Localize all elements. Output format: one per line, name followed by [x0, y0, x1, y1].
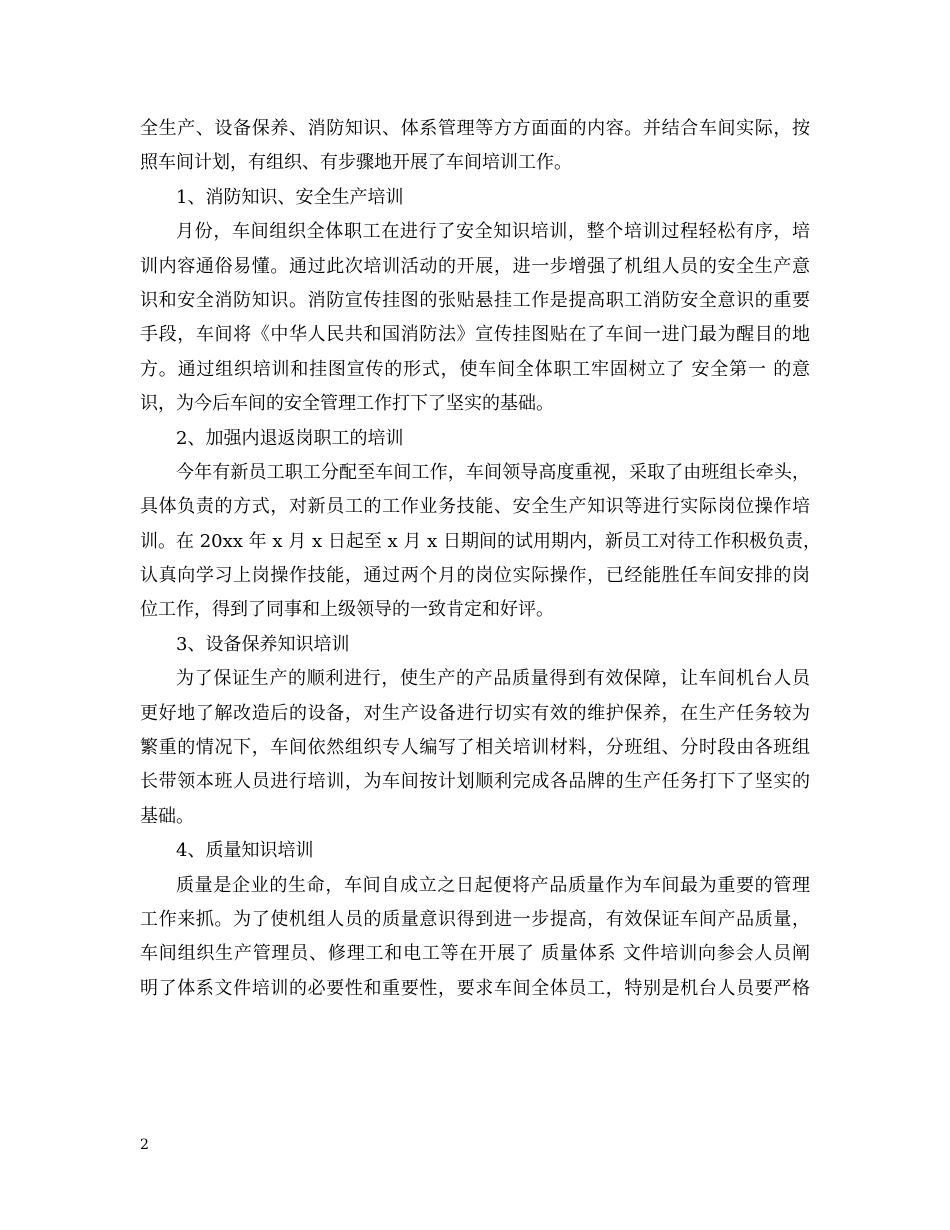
- text-line: 基础。: [140, 805, 194, 827]
- text-line: 2、加强内退返岗职工的培训: [176, 427, 404, 449]
- text-line: 位工作，得到了同事和上级领导的一致肯定和好评。: [140, 599, 554, 621]
- text-line: 方。通过组织培训和挂图宣传的形式，使车间全体职工牢固树立了 安全第一 的意: [140, 358, 810, 380]
- text-line: 认真向学习上岗操作技能，通过两个月的岗位实际操作，已经能胜任车间安排的岗: [140, 565, 810, 587]
- text-line: 今年有新员工职工分配至车间工作，车间领导高度重视，采取了由班组长牵头，: [176, 461, 810, 483]
- text-line: 4、质量知识培训: [176, 840, 314, 862]
- text-line: 手段，车间将《中华人民共和国消防法》宣传挂图贴在了车间一进门最为醒目的地: [140, 324, 810, 346]
- text-line: 识和安全消防知识。消防宣传挂图的张贴悬挂工作是提高职工消防安全意识的重要: [140, 289, 810, 311]
- text-line: 照车间计划，有组织、有步骤地开展了车间培训工作。: [140, 152, 572, 174]
- text-line: 月份，车间组织全体职工在进行了安全知识培训，整个培训过程轻松有序，培: [176, 221, 810, 243]
- text-line: 全生产、设备保养、消防知识、体系管理等方方面面的内容。并结合车间实际，按: [140, 118, 810, 139]
- text-line: 识，为今后车间的安全管理工作打下了坚实的基础。: [140, 393, 554, 415]
- text-line: 1、消防知识、安全生产培训: [176, 186, 404, 208]
- text-line: 3、设备保养知识培训: [176, 633, 350, 655]
- text-line: 长带领本班人员进行培训，为车间按计划顺利完成各品牌的生产任务打下了坚实的: [140, 771, 810, 793]
- text-line: 为了保证生产的顺利进行，使生产的产品质量得到有效保障，让车间机台人员: [176, 668, 810, 690]
- text-line: 训。在 20xx 年 x 月 x 日起至 x 月 x 日期间的试用期内，新员工对待工作积极负责，: [140, 530, 822, 552]
- text-line: 工作来抓。为了使机组人员的质量意识得到进一步提高，有效保证车间产品质量，: [140, 908, 810, 930]
- text-line: 训内容通俗易懂。通过此次培训活动的开展，进一步增强了机组人员的安全生产意: [140, 255, 810, 277]
- text-line: 更好地了解改造后的设备，对生产设备进行切实有效的维护保养，在生产任务较为: [140, 702, 810, 724]
- body-text: [140, 112, 822, 1006]
- page-number: 2: [140, 1137, 149, 1153]
- text-line: 繁重的情况下，车间依然组织专人编写了相关培训材料，分班组、分时段由各班组: [140, 737, 810, 759]
- text-line: 车间组织生产管理员、修理工和电工等在开展了 质量体系 文件培训向参会人员阐: [140, 943, 810, 965]
- text-line: 明了体系文件培训的必要性和重要性，要求车间全体员工，特别是机台人员要严格: [140, 977, 810, 999]
- text-line: 具体负责的方式，对新员工的工作业务技能、安全生产知识等进行实际岗位操作培: [140, 496, 810, 518]
- text-line: 质量是企业的生命，车间自成立之日起便将产品质量作为车间最为重要的管理: [176, 874, 810, 896]
